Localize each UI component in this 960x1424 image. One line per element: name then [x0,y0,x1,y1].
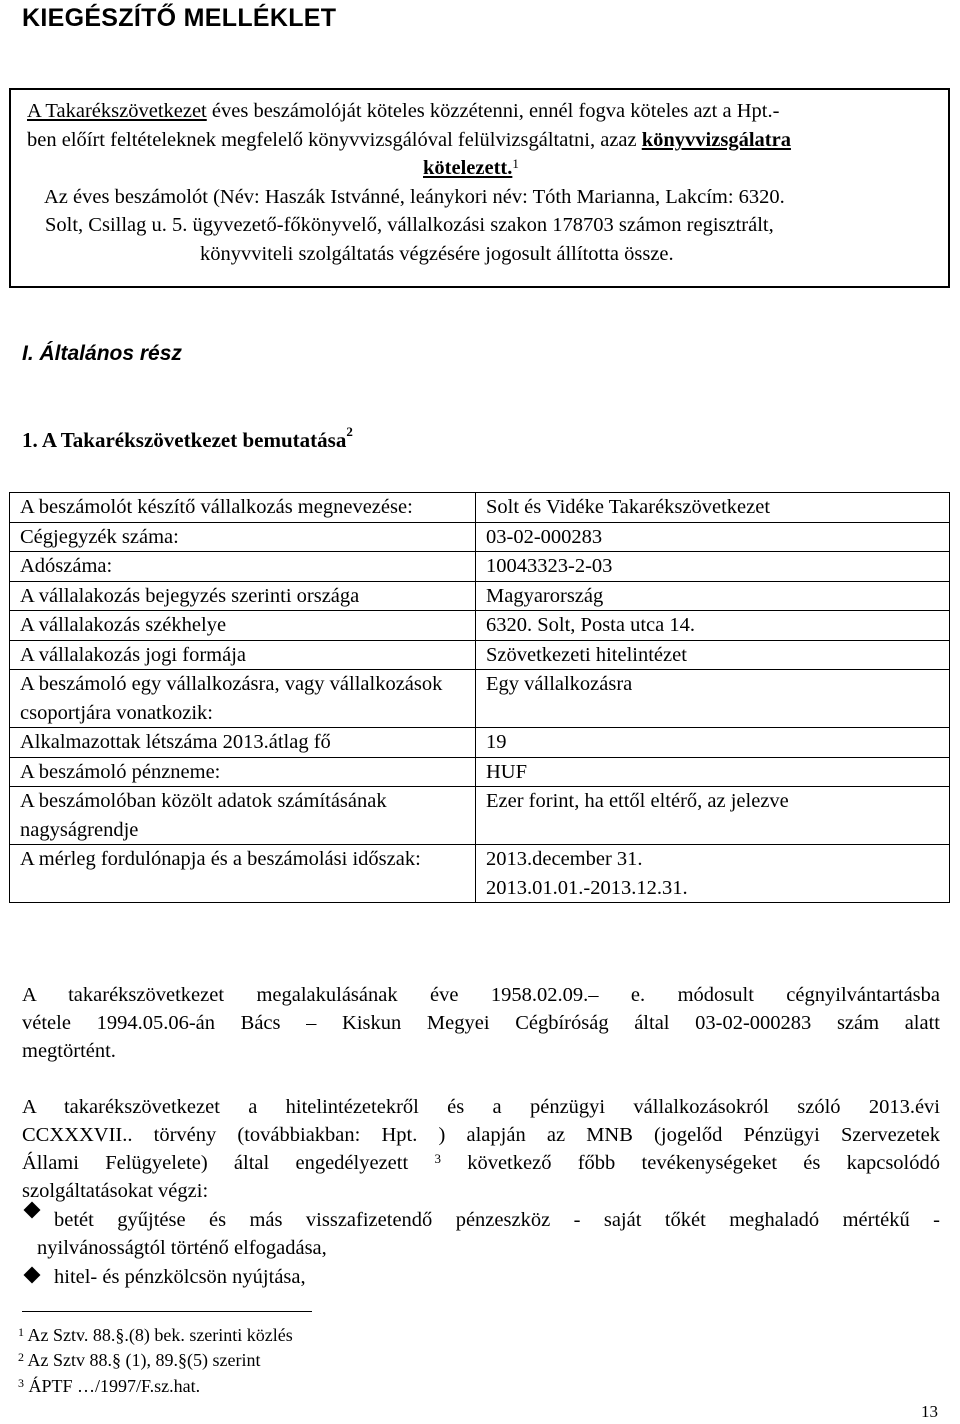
table-row: A beszámolót készítő vállalkozás megnevezése: Solt és Vidéke Takarékszövetkezet [10,493,950,523]
table-row: A vállalakozás jogi formája Szövetkezeti hitelintézet [10,640,950,670]
table-row: Cégjegyzék száma: 03-02-000283 [10,522,950,552]
table-row: A vállalakozás bejegyzés szerinti országa Magyarország [10,581,950,611]
footnote-ref-3: 3 [434,1151,441,1166]
footnote-3: $^3$ ÁPTF …/1997/F.sz.hat. [18,1376,201,1396]
list-item: betét gyűjtése és más visszafizetendő pénzeszköz - saját tőkét meghaladó mértékű - nyilvánosságtól történő elfogadása, [22,1206,940,1262]
table-row: A beszámoló pénzneme: HUF [10,757,950,787]
footnote-2: $^2$ Az Sztv 88.§ (1), 89.§(5) szerint [18,1350,261,1370]
footnote-1: $^1$ Az Sztv. 88.§.(8) bek. szerinti közlés [18,1325,293,1345]
table-row: A beszámolóban közölt adatok számításának nagyságrendje Ezer forint, ha ettől eltérő, az jelezve [10,787,950,845]
intro-line-5: Solt, Csillag u. 5. ügyvezető-főkönyvelő, vállalkozási szakon 178703 számon regisztrált, [45,214,774,236]
paragraph-activities: A takarékszövetkezet a hitelintézetekről és a pénzügyi vállalkozásokról szóló 2013.évi CCXXXVII.. törvény (továbbiakban: Hpt. ) alapján az MNB (jogelőd Pénzügyi Szervezetek Állami Felügyelete) által engedélyezett $^3$ következő főbb tevékenységeket és kapcsolódó szolgáltatásokat végzi: [22,1096,940,1202]
paragraph-founding: A takarékszövetkezet megalakulásának éve 1958.02.09.– e. módosult cégnyilvántartásba vétele 1994.05.06-án Bács – Kiskun Megyei Cégbíróság által 03-02-000283 szám alatt megtörtént. [22,984,940,1062]
diamond-bullet-icon [24,1267,41,1284]
document-title: KIEGÉSZÍTŐ MELLÉKLET [22,4,337,32]
table-row: A beszámoló egy vállalkozásra, vagy vállalkozások csoportjára vonatkozik: Egy vállalkozásra [10,670,950,728]
intro-line-3: kötelezett.$^1$ [423,156,519,179]
intro-line-4: Az éves beszámolót (Név: Haszák Istvánné, leánykori név: Tóth Marianna, Lakcím: 6320. [44,186,785,208]
intro-line-6: könyvviteli szolgáltatás végzésére jogosult állította össze. [200,243,674,265]
company-info-table [9,492,950,903]
intro-line-2: ben előírt feltételeknek megfelelő könyvvizsgálóval felülvizsgáltatni, azaz könyvvizsgálatra [27,129,791,151]
footnote-ref-2: 2 [346,424,353,439]
table-row: Adószáma: 10043323-2-03 [10,552,950,582]
table-row: Alkalmazottak létszáma 2013.átlag fő 19 [10,728,950,758]
list-item: hitel- és pénzkölcsön nyújtása, [22,1263,306,1291]
section-heading: I. Általános rész [22,342,182,365]
subsection-heading: 1. A Takarékszövetkezet bemutatása$^2$ [22,424,353,452]
table-row: A vállalakozás székhelye 6320. Solt, Posta utca 14. [10,611,950,641]
page-number: 13 [921,1402,938,1421]
footnote-ref-1: 1 [512,156,519,171]
table-row: A mérleg fordulónapja és a beszámolási időszak: 2013.december 31. 2013.01.01.-2013.12.31. [10,845,950,903]
intro-line-1: A Takarékszövetkezet éves beszámolóját köteles közzétenni, ennél fogva köteles azt a Hpt.- [27,100,780,122]
footnote-separator [22,1311,312,1312]
